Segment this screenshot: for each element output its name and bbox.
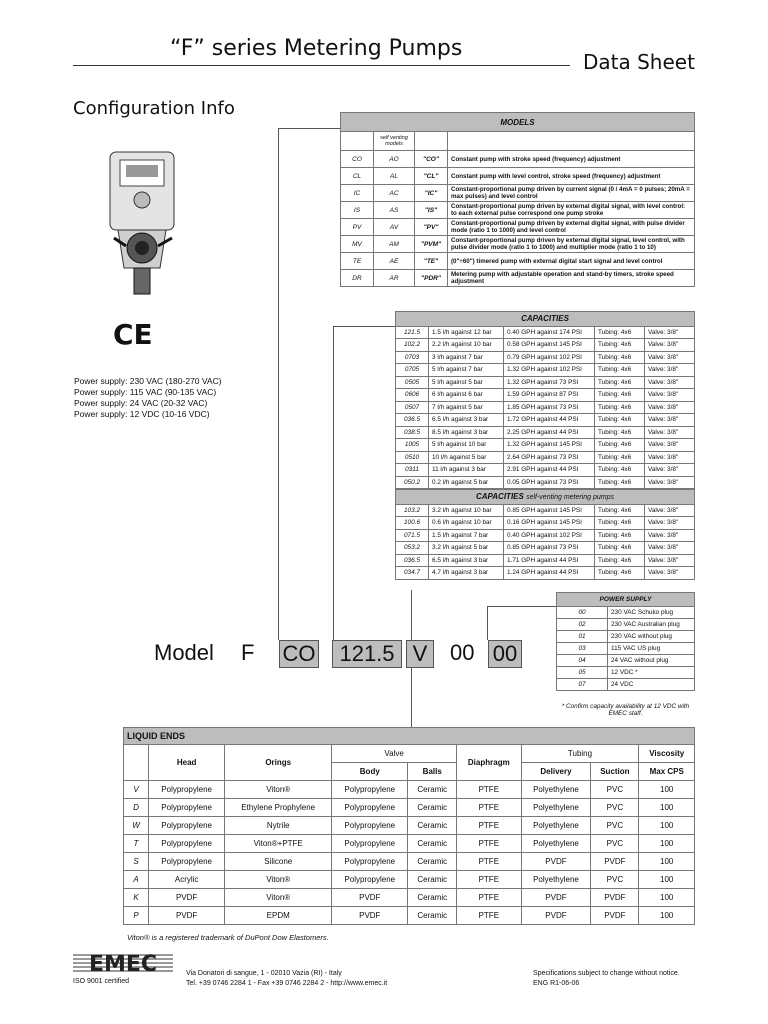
table-row: 02 230 VAC Australian plug — [557, 619, 695, 631]
table-row: IC AC "IC" Constant-proportional pump driven by current signal (0 / 4mA = 0 pulses; 20mA = max pulses) and level control — [341, 185, 695, 202]
document-id: ENG R1-06-06 — [533, 980, 580, 987]
emec-logo — [73, 952, 173, 974]
table-row: 050.2 0.2 l/h against 5 bar 0.05 GPH against 73 PSI Tubing: 4x6 Valve: 3/8" — [396, 476, 695, 489]
table-row: K PVDF Viton® PVDF Ceramic PTFE PVDF PVDF 100 — [124, 889, 695, 907]
power-supply-line: Power supply: 12 VDC (10-16 VDC) — [74, 409, 210, 419]
company-contact: Tel. +39 0746 2284 1 - Fax +39 0746 2284 2 - http://www.emec.it — [186, 980, 388, 987]
power-supply-line: Power supply: 115 VAC (90-135 VAC) — [74, 387, 217, 397]
model-code-model: CO — [279, 640, 319, 668]
table-row: 071.5 1.5 l/h against 7 bar 0.40 GPH against 102 PSI Tubing: 4x6 Valve: 3/8" — [396, 529, 695, 542]
capacities-self-venting-table — [395, 489, 695, 580]
ce-mark: CE — [113, 318, 153, 351]
iso-certification: ISO 9001 certified — [73, 978, 130, 985]
power-supply-table — [556, 592, 695, 691]
table-row: 036.5 6.5 l/h against 3 bar 1.72 GPH against 44 PSI Tubing: 4x6 Valve: 3/8" — [396, 414, 695, 427]
table-row: 100.6 0.6 l/h against 10 bar 0.16 GPH against 145 PSI Tubing: 4x6 Valve: 3/8" — [396, 517, 695, 530]
table-row: 03 115 VAC US plug — [557, 643, 695, 655]
table-row: S Polypropylene Silicone Polypropylene Ceramic PTFE PVDF PVDF 100 — [124, 853, 695, 871]
company-address: Via Donatori di sangue, 1 - 02010 Vazia (RI) - Italy — [186, 970, 342, 977]
model-code-liquid-end: V — [406, 640, 434, 668]
table-row: PV AV "PV" Constant-proportional pump driven by external digital signal, with pulse divider mode (ratio 1 to 1000) and level control — [341, 219, 695, 236]
table-row: 053.2 3.2 l/h against 5 bar 0.85 GPH against 73 PSI Tubing: 4x6 Valve: 3/8" — [396, 542, 695, 555]
section-title: Configuration Info — [73, 98, 235, 119]
models-header: MODELS — [341, 113, 695, 132]
power-supply-note: * Confirm capacity availability at 12 VDC with EMEC staff. — [561, 703, 690, 717]
table-row: P PVDF EPDM PVDF Ceramic PTFE PVDF PVDF 100 — [124, 907, 695, 925]
table-row: 01 230 VAC without plug — [557, 631, 695, 643]
table-row: 102.2 2.2 l/h against 10 bar 0.58 GPH against 145 PSI Tubing: 4x6 Valve: 3/8" — [396, 339, 695, 352]
table-row: 00 230 VAC Schuko plug — [557, 607, 695, 619]
capacities-header: CAPACITIES — [396, 312, 695, 327]
trademark-note: Viton® is a registered trademark of DuPont Dow Elastomers. — [127, 933, 329, 942]
table-row: 07 24 VDC — [557, 679, 695, 691]
model-label: Model — [154, 640, 214, 665]
table-row: 038.5 8.5 l/h against 3 bar 2.25 GPH against 44 PSI Tubing: 4x6 Valve: 3/8" — [396, 426, 695, 439]
capacities-sv-header: CAPACITIES — [475, 492, 524, 502]
table-row: 0311 11 l/h against 3 bar 2.91 GPH against 44 PSI Tubing: 4x6 Valve: 3/8" — [396, 464, 695, 477]
table-row: 1005 5 l/h against 10 bar 1.32 GPH against 145 PSI Tubing: 4x6 Valve: 3/8" — [396, 439, 695, 452]
table-row: 034.7 4.7 l/h against 3 bar 1.24 GPH against 44 PSI Tubing: 4x6 Valve: 3/8" — [396, 567, 695, 580]
data-sheet-label: Data Sheet — [583, 50, 695, 74]
table-row: 0705 5 l/h against 7 bar 1.32 GPH against 102 PSI Tubing: 4x6 Valve: 3/8" — [396, 364, 695, 377]
models-table — [340, 112, 695, 287]
table-row: 036.5 6.5 l/h against 3 bar 1.71 GPH against 44 PSI Tubing: 4x6 Valve: 3/8" — [396, 554, 695, 567]
pump-illustration — [104, 150, 180, 300]
model-code-fixed: 00 — [450, 640, 475, 665]
capacities-sv-subtitle: self-venting metering pumps — [526, 494, 615, 502]
svg-text:EMEC: EMEC — [88, 952, 158, 974]
liquid-ends-table: LIQUID ENDS Head Orings Valve Diaphragm Tubing Viscosity Body Balls Delivery Suction Max CPS V Polypropylene Viton® Polypropylene Ceramic PTFE Polyethylene PVC 100 D Polypropylene Ethylene Prophylene Polypropylene Ceramic PTFE Polyethylene PVC 100 W Polypropylene Nytrile Polypropylene Ceramic PTFE Polyethylene PVC 100 T Polypropylene Viton®+PTFE Polypropylene Ceramic PTFE Polyethylene PVC 100 S Polypropylene Silicone Polypropylene Ceramic PTFE PVDF PVDF 100 A Acrylic Viton® Polypropylene Ceramic PTFE Polyethylene PVC 100 K PVDF Viton® PVDF Ceramic PTFE PVDF PVDF 100 P PVDF EPDM PVDF Ceramic PTFE PVDF PVDF 100 — [123, 727, 695, 925]
table-row: TE AE "TE" (0"÷60") timered pump with external digital start signal and level control — [341, 253, 695, 270]
power-supply-line: Power supply: 230 VAC (180-270 VAC) — [74, 376, 222, 386]
model-code-capacity: 121.5 — [332, 640, 402, 668]
table-row: 0505 5 l/h against 5 bar 1.32 GPH against 73 PSI Tubing: 4x6 Valve: 3/8" — [396, 376, 695, 389]
header-rule — [73, 65, 570, 66]
table-row: CO AO "CO" Constant pump with stroke speed (frequency) adjustment — [341, 151, 695, 168]
table-row: 0507 7 l/h against 5 bar 1.85 GPH against 73 PSI Tubing: 4x6 Valve: 3/8" — [396, 401, 695, 414]
table-row: 0606 6 l/h against 6 bar 1.59 GPH against 87 PSI Tubing: 4x6 Valve: 3/8" — [396, 389, 695, 402]
table-row: 04 24 VAC without plug — [557, 655, 695, 667]
power-supply-header: POWER SUPPLY — [557, 593, 695, 607]
table-row: T Polypropylene Viton®+PTFE Polypropylene Ceramic PTFE Polyethylene PVC 100 — [124, 835, 695, 853]
table-row: V Polypropylene Viton® Polypropylene Ceramic PTFE Polyethylene PVC 100 — [124, 781, 695, 799]
power-supply-line: Power supply: 24 VAC (20-32 VAC) — [74, 398, 208, 408]
table-row: 05 12 VDC * — [557, 667, 695, 679]
table-row: DR AR "PDR" Metering pump with adjustable operation and stand-by timers, stroke speed adjustment — [341, 270, 695, 287]
liquid-ends-header: LIQUID ENDS — [124, 728, 695, 745]
model-code-power: 00 — [488, 640, 522, 668]
table-row: 103.2 3.2 l/h against 10 bar 0.85 GPH against 145 PSI Tubing: 4x6 Valve: 3/8" — [396, 504, 695, 517]
page-title: “F” series Metering Pumps — [170, 36, 463, 61]
table-row: 0703 3 l/h against 7 bar 0.79 GPH against 102 PSI Tubing: 4x6 Valve: 3/8" — [396, 351, 695, 364]
table-row: CL AL "CL" Constant pump with level control, stroke speed (frequency) adjustment — [341, 168, 695, 185]
model-prefix: F — [241, 640, 255, 665]
self-venting-label: self venting models — [374, 132, 415, 151]
table-row: D Polypropylene Ethylene Prophylene Polypropylene Ceramic PTFE Polyethylene PVC 100 — [124, 799, 695, 817]
spec-note: Specifications subject to change without notice. — [533, 970, 680, 977]
capacities-table — [395, 311, 695, 489]
table-row: 0510 10 l/h against 5 bar 2.64 GPH against 73 PSI Tubing: 4x6 Valve: 3/8" — [396, 451, 695, 464]
table-row: IS AS "IS" Constant-proportional pump driven by external digital signal, with level control: to each external pulse correspond one pump stroke — [341, 202, 695, 219]
table-row: A Acrylic Viton® Polypropylene Ceramic PTFE Polyethylene PVC 100 — [124, 871, 695, 889]
table-row: W Polypropylene Nytrile Polypropylene Ceramic PTFE Polyethylene PVC 100 — [124, 817, 695, 835]
table-row: MV AM "PVM" Constant-proportional pump driven by external digital signal, level control, with pulse divider mode (ratio 1 to 1000) and multiplier mode (ratio 1 to 10) — [341, 236, 695, 253]
table-row: 121.5 1.5 l/h against 12 bar 0.40 GPH against 174 PSI Tubing: 4x6 Valve: 3/8" — [396, 326, 695, 339]
